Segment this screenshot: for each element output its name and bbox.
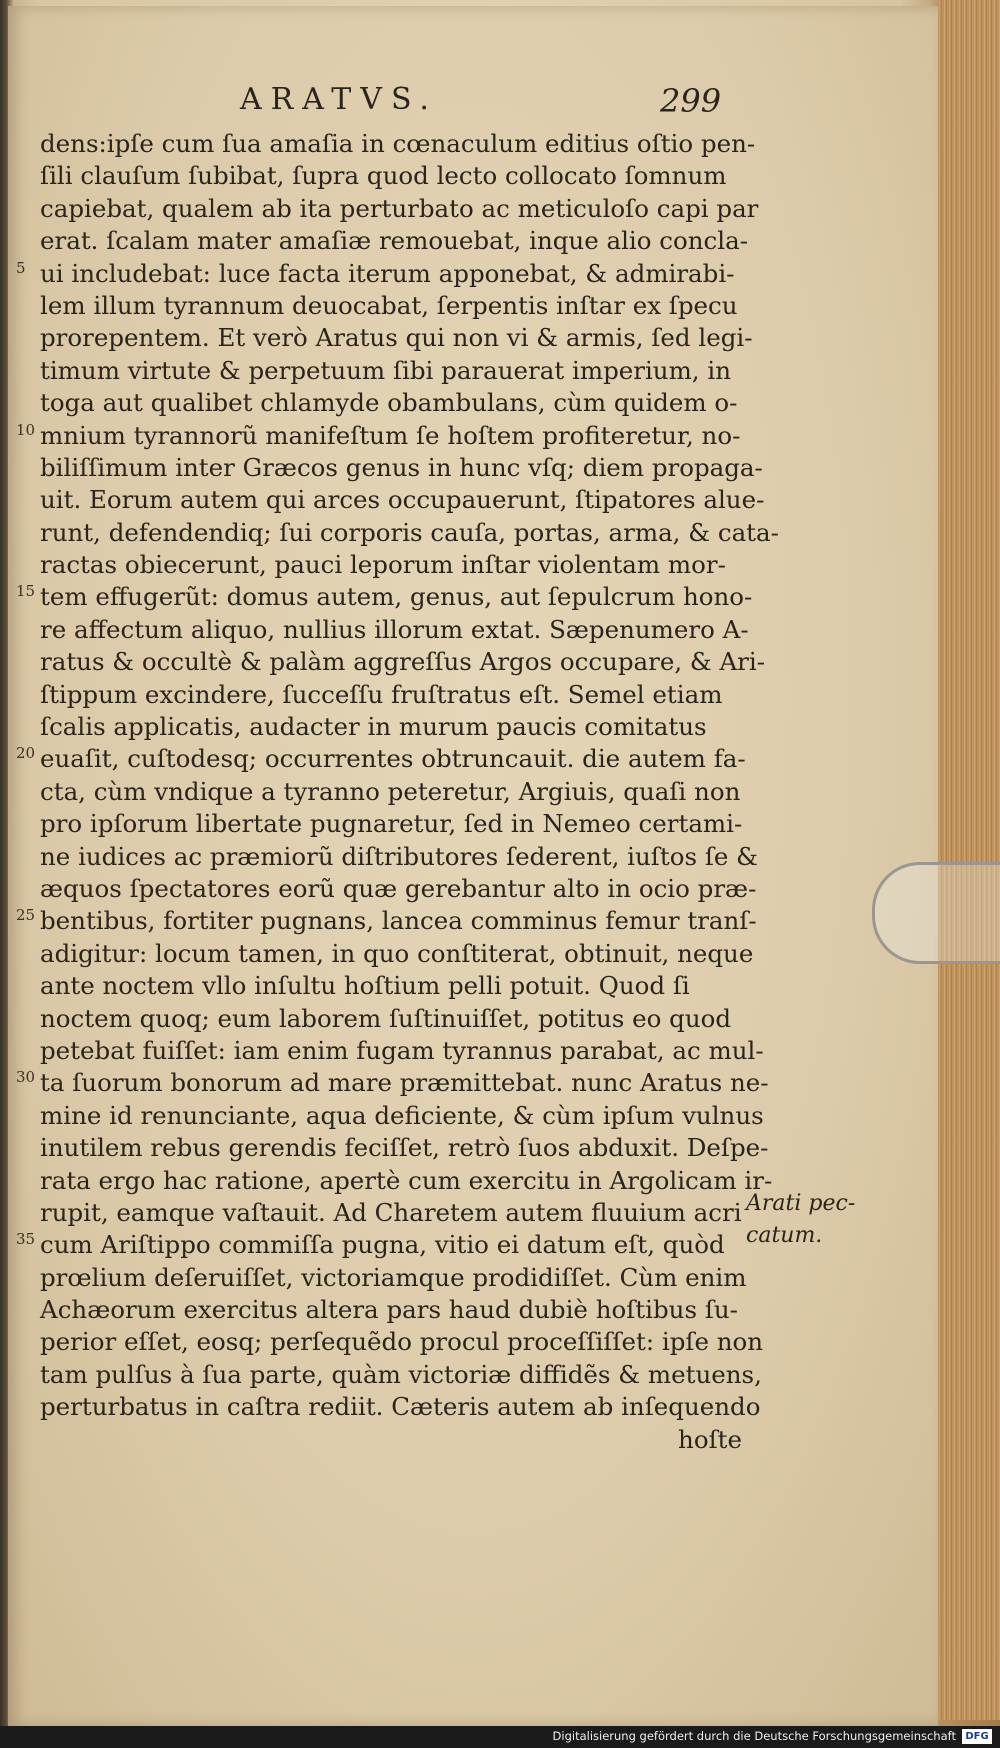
text-line-content: ractas obiecerunt, pauci leporum inſtar violentam mor- [40, 550, 726, 580]
text-line-content: toga aut qualibet chlamyde obambulans, cùm quidem o- [40, 388, 738, 418]
text-line [40, 1197, 760, 1229]
text-line-content: ſili clauſum ſubibat, ſupra quod lecto collocato ſomnum [40, 161, 727, 191]
text-line [16, 1067, 769, 1099]
text-line-content: perturbatus in caſtra rediit. Cæteris autem ab inſequendo [40, 1392, 761, 1422]
text-line-content: capiebat, qualem ab ita perturbato ac meticuloſo capi par [40, 193, 759, 223]
text-line-content: perior eſſet, eosq; perſequẽdo procul proceſſiſſet: ipſe non [40, 1327, 764, 1357]
line-number: 30 [16, 1068, 36, 1087]
text-line [40, 711, 760, 743]
text-line-content: cta, cùm vndique a tyranno peteretur, Argiuis, quaſi non [40, 776, 741, 806]
text-line [40, 128, 760, 160]
text-line-content: rupit, eamque vaſtauit. Ad Charetem autem fluuium acri [40, 1197, 742, 1227]
marginal-note [746, 1188, 855, 1252]
text-line-content: ui includebat: luce facta iterum apponebat, & admirabi- [40, 258, 735, 288]
text-line-content: ſtippum excindere, ſucceſſu fruſtratus eſt. Semel etiam [40, 679, 723, 709]
text-line [40, 1165, 773, 1197]
text-line-content: re affectum aliquo, nullius illorum extat. Sæpenumero A- [40, 614, 749, 644]
text-line-content: æquos ſpectatores eorũ quæ gerebantur alto in ocio præ- [40, 873, 757, 903]
text-line-content: dens:ipſe cum ſua amaſia in cœnaculum editius oſtio pen- [40, 129, 756, 158]
footer-credit: Digitalisierung gefördert durch die Deutsche Forschungsgemeinschaft [552, 1729, 956, 1743]
text-line [40, 160, 760, 192]
text-line [16, 905, 760, 937]
paper-clip [872, 862, 1000, 964]
text-line [40, 1132, 769, 1164]
line-number: 5 [16, 258, 26, 277]
text-line-content: rata ergo hac ratione, apertè cum exercitu in Argolicam ir- [40, 1165, 773, 1195]
text-line [40, 873, 760, 905]
text-line [40, 808, 760, 840]
text-line-content: pro ipſorum libertate pugnaretur, ſed in Nemeo certami- [40, 809, 743, 839]
text-line [40, 452, 763, 484]
text-line-content: ante noctem vllo inſultu hoſtium pelli potuit. Quod ſi [40, 971, 690, 1001]
text-line-content: tem effugerũt: domus autem, genus, aut ſepulcrum hono- [40, 582, 753, 612]
text-line [40, 614, 760, 646]
dfg-logo-icon: DFG [962, 1729, 992, 1744]
text-line [40, 1326, 764, 1358]
text-line [40, 290, 760, 322]
text-line-content: Achæorum exercitus altera pars haud dubiè hoſtibus ſu- [40, 1295, 738, 1325]
marginal-note-line: Arati pec- [746, 1191, 856, 1216]
text-line-content: tam pulſus à ſua parte, quàm victoriæ diffidẽs & metuens, [40, 1359, 762, 1389]
text-line-content: biliſſimum inter Græcos genus in hunc vſq; diem propaga- [40, 452, 763, 482]
text-line [40, 193, 760, 225]
line-number: 25 [16, 906, 36, 925]
text-line [40, 355, 760, 387]
page-number: 299 [660, 82, 722, 120]
text-line-content: ta ſuorum bonorum ad mare præmittebat. nunc Aratus ne- [40, 1068, 769, 1098]
text-line [40, 970, 760, 1002]
text-line [40, 1035, 764, 1067]
text-line-content: ne iudices ac præmiorũ diſtributores ſederent, iuſtos ſe & [40, 841, 758, 871]
text-line-content: uit. Eorum autem qui arces occupauerunt, ſtipatores alue- [40, 485, 765, 515]
text-line [40, 322, 760, 354]
text-line [40, 938, 760, 970]
text-line-content: ratus & occultè & palàm aggreſſus Argos occupare, & Ari- [40, 647, 766, 677]
text-line [16, 1229, 760, 1261]
text-line-content: mnium tyrannorũ manifeſtum ſe hoſtem profiteretur, no- [40, 420, 741, 450]
text-line [40, 387, 760, 419]
marginal-note-line: catum. [746, 1223, 823, 1248]
running-title: ARATVS. [240, 82, 438, 117]
text-line-content: euaſit, cuſtodesq; occurrentes obtruncauit. die autem fa- [40, 744, 746, 774]
text-line [40, 1100, 764, 1132]
text-line [40, 776, 760, 808]
line-number: 35 [16, 1230, 36, 1249]
text-line-content: bentibus, fortiter pugnans, lancea comminus femur tranſ- [40, 906, 757, 936]
text-line-content: mine id renunciante, aqua deficiente, & cùm ipſum vulnus [40, 1100, 764, 1130]
text-line-content: runt, defendendiq; ſui corporis cauſa, portas, arma, & cata- [40, 517, 779, 547]
text-line [40, 517, 779, 549]
text-line-content: inutilem rebus gerendis feciſſet, retrò ſuos abduxit. Deſpe- [40, 1133, 769, 1163]
text-line [16, 581, 760, 613]
text-line [16, 420, 760, 452]
text-line-content: prœlium deſeruiſſet, victoriamque prodidiſſet. Cùm enim [40, 1262, 747, 1292]
text-line-content: timum virtute & perpetuum ſibi parauerat imperium, in [40, 355, 732, 385]
text-line-content: noctem quoq; eum laborem ſuſtinuiſſet, potitus eo quod [40, 1003, 732, 1033]
text-line-content: lem illum tyrannum deuocabat, ſerpentis inſtar ex ſpecu [40, 290, 738, 320]
body-text [16, 128, 779, 1456]
text-line [40, 484, 765, 516]
text-line-content: petebat fuiſſet: iam enim fugam tyrannus parabat, ac mul- [40, 1035, 764, 1065]
page-header [0, 82, 1000, 122]
text-line-content: ſcalis applicatis, audacter in murum paucis comitatus [40, 712, 707, 742]
page-edges [938, 0, 1000, 1720]
text-line [40, 679, 760, 711]
line-number: 10 [16, 420, 36, 439]
text-line [40, 1262, 760, 1294]
text-line [40, 549, 760, 581]
text-line [40, 1294, 760, 1326]
text-line [40, 1359, 760, 1391]
footer-bar [0, 1726, 1000, 1748]
text-line [16, 743, 760, 775]
text-line-content: cum Ariſtippo commiſſa pugna, vitio ei datum eſt, quòd [40, 1230, 725, 1260]
text-line-content: erat. ſcalam mater amaſiæ remouebat, inque alio concla- [40, 226, 748, 256]
text-line [16, 258, 760, 290]
text-line-content: adigitur: locum tamen, in quo conſtiterat, obtinuit, neque [40, 938, 754, 968]
text-line [40, 841, 760, 873]
text-line [40, 1003, 760, 1035]
line-number: 20 [16, 744, 36, 763]
text-line [40, 646, 766, 678]
line-number: 15 [16, 582, 36, 601]
text-line [40, 1391, 760, 1423]
text-line-content: prorepentem. Et verò Aratus qui non vi & armis, ſed legi- [40, 323, 753, 353]
catchword: hoſte [678, 1424, 742, 1454]
text-line [40, 225, 760, 257]
